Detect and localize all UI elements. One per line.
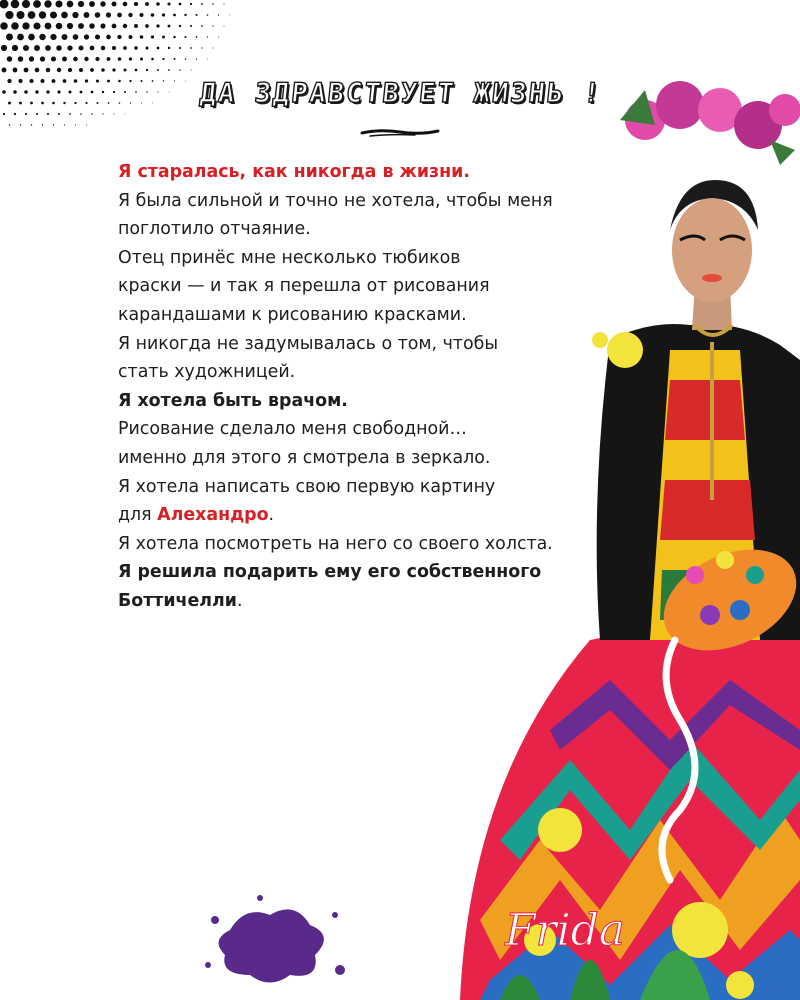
text-fragment: для [118,505,158,526]
text-line: Я хотела посмотреть на него со своего холста. [118,533,553,554]
text-line: Отец принёс мне несколько тюбиков [118,247,461,268]
text-line: Я старалась, как никогда в жизни. [118,162,470,182]
text-line: Я никогда не задумывалась о том, чтобы [118,333,499,354]
text-line: именно для этого я смотрела в зеркало. [118,447,491,468]
text-line: стать художницей. [118,362,296,383]
text-line: Рисование сделало меня свободной… [118,419,467,440]
text-line: поглотило отчаяние. [118,219,311,240]
name-botticelli: Боттичелли [118,590,237,611]
text-fragment: . [236,590,243,611]
brush-stroke-divider [360,126,440,140]
frida-illustration [440,80,800,1000]
text-line: Я хотела быть врачом. [118,390,348,411]
text-line: Я решила подарить ему его собственного [118,562,542,583]
text-line: Я была сильной и точно не хотела, чтобы меня [118,190,553,211]
frida-signature: Frida [505,905,626,956]
text-fragment: . [268,505,275,526]
text-line: краски — и так я перешла от рисования [118,276,490,297]
name-alejandro: Алехандро [157,505,269,526]
text-line: Я хотела написать свою первую картину [118,476,496,497]
page-title: ДА ЗДРАВСТВУЕТ ЖИЗНЬ ! [198,78,604,109]
purple-paint-splatter [200,890,350,990]
halftone-dots-decoration [0,0,250,130]
text-line: карандашами к рисованию красками. [118,304,467,325]
